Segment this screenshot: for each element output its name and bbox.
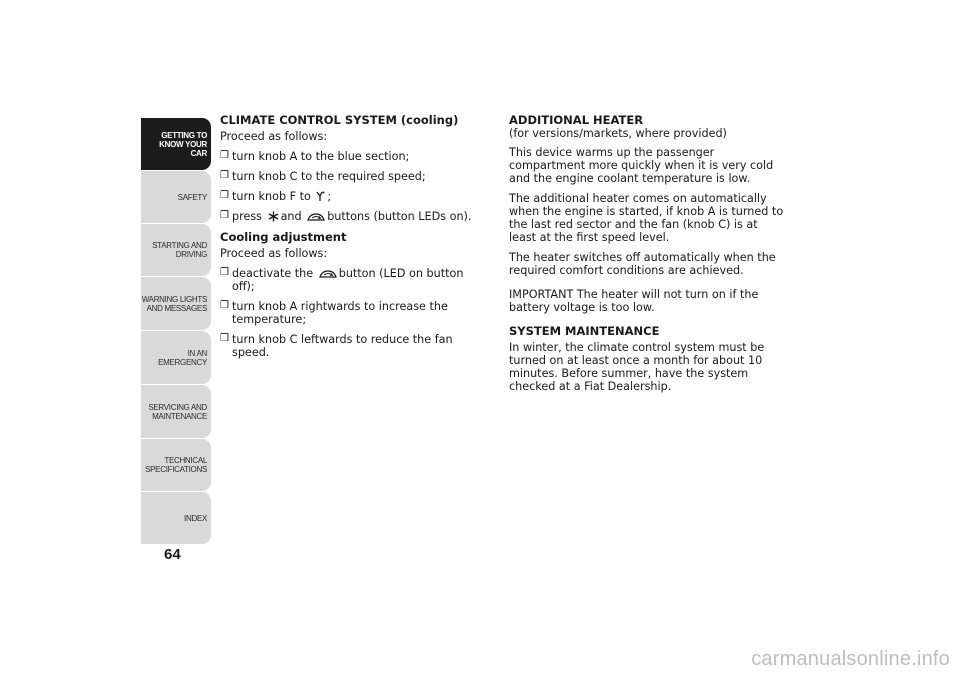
paragraph: The additional heater comes on automatically when the engine is started, if knob A is turned to the last red sector and the fan (knob C) is at least at the first speed level.	[509, 192, 784, 244]
section-subheading: (for versions/markets, where provided)	[509, 127, 727, 140]
list-item	[220, 267, 488, 293]
tab-servicing-and-maintenance[interactable]	[141, 385, 211, 438]
tab-label: TECHNICAL SPECIFICATIONS	[145, 456, 207, 474]
list-item	[220, 190, 488, 203]
tab-safety[interactable]	[141, 171, 211, 223]
paragraph-important: IMPORTANT The heater will not turn on if the battery voltage is too low.	[509, 288, 759, 314]
tab-label: STARTING AND DRIVING	[152, 241, 207, 259]
left-column	[220, 114, 488, 366]
tab-label: SAFETY	[177, 192, 207, 202]
list-item-text: and	[280, 210, 302, 223]
list-item-text: turn knob A to the blue section;	[232, 150, 410, 163]
tab-starting-and-driving[interactable]	[141, 224, 211, 276]
intro-text: Proceed as follows:	[220, 247, 328, 260]
list-item-text: button (LED on button off);	[232, 267, 464, 293]
section-heading-system-maintenance: SYSTEM MAINTENANCE	[509, 324, 660, 338]
tab-index[interactable]	[141, 492, 211, 544]
tab-label: GETTING TO KNOW YOUR CAR	[159, 130, 207, 158]
list-item-text: turn knob C leftwards to reduce the fan speed.	[232, 333, 453, 359]
checkbox-bullet-icon: ❒	[220, 267, 229, 278]
list-item	[220, 300, 488, 326]
page-number: 64	[164, 546, 181, 563]
list-item	[220, 170, 488, 183]
list-item-text: buttons (button LEDs on).	[327, 210, 472, 223]
paragraph: In winter, the climate control system must be turned on at least once a month for about 10 minutes. Before summer, have the system checked at a Fiat Dealership.	[509, 341, 765, 393]
chapter-tabs	[141, 118, 211, 545]
snowflake-icon	[268, 211, 279, 222]
list-item-text: ;	[327, 190, 332, 203]
checkbox-bullet-icon: ❒	[220, 170, 229, 181]
list-item-text: press	[232, 210, 262, 223]
air-to-face-icon	[316, 191, 325, 202]
checkbox-bullet-icon: ❒	[220, 300, 229, 311]
list-item	[220, 210, 488, 223]
list-item	[220, 150, 488, 163]
tab-label: INDEX	[184, 513, 207, 523]
checkbox-bullet-icon: ❒	[220, 333, 229, 344]
checkbox-bullet-icon: ❒	[220, 190, 229, 201]
section-heading-climate-cooling: CLIMATE CONTROL SYSTEM (cooling)	[220, 113, 459, 127]
section-heading-cooling-adjustment: Cooling adjustment	[220, 230, 347, 244]
right-column	[509, 114, 787, 400]
tab-in-an-emergency[interactable]	[141, 331, 211, 384]
tab-getting-to-know-your-car[interactable]	[141, 118, 211, 170]
checkbox-bullet-icon: ❒	[220, 150, 229, 161]
section-heading-additional-heater: ADDITIONAL HEATER	[509, 113, 644, 127]
air-recirculation-icon	[307, 212, 325, 222]
tab-label: SERVICING AND MAINTENANCE	[148, 402, 207, 421]
list-item-text: turn knob F to	[232, 190, 311, 203]
checkbox-bullet-icon: ❒	[220, 210, 229, 221]
paragraph: This device warms up the passenger compartment more quickly when it is very cold and the engine coolant temperature is low.	[509, 146, 774, 185]
tab-label: IN AN EMERGENCY	[158, 348, 207, 367]
tab-label: WARNING LIGHTS AND MESSAGES	[141, 294, 207, 313]
tab-technical-specifications[interactable]	[141, 439, 211, 491]
intro-text: Proceed as follows:	[220, 130, 328, 143]
air-recirculation-icon	[319, 269, 337, 279]
list-item-text: turn knob C to the required speed;	[232, 170, 426, 183]
list-item-text: turn knob A rightwards to increase the temperature;	[232, 300, 448, 326]
list-item	[220, 333, 488, 359]
paragraph: The heater switches off automatically when the required comfort conditions are achieved.	[509, 251, 776, 277]
list-item-text: deactivate the	[232, 267, 314, 280]
watermark: carmanualsonline.info	[751, 648, 950, 670]
tab-warning-lights[interactable]	[141, 277, 211, 330]
